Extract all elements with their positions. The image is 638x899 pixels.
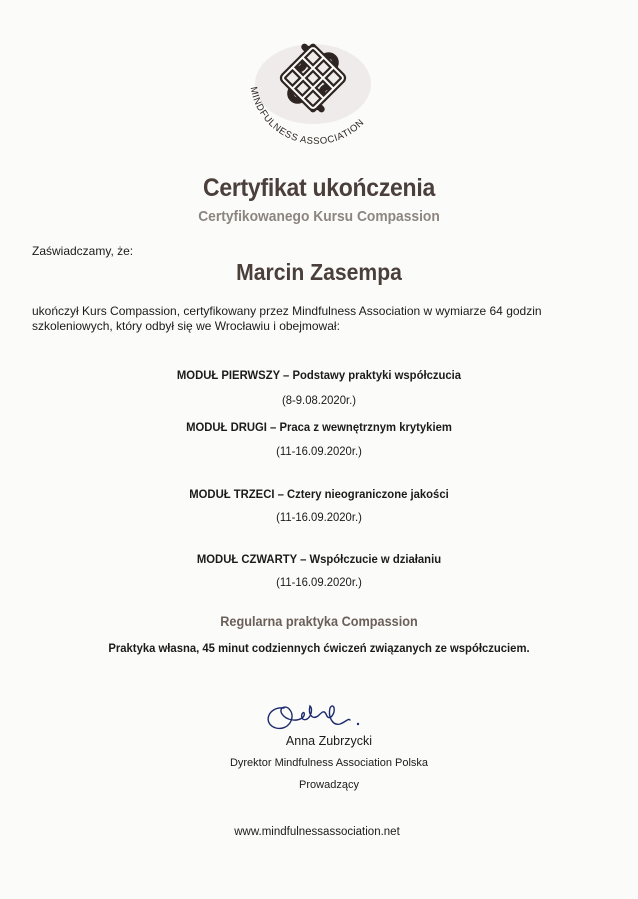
recipient-name: Marcin Zasempa — [236, 259, 402, 285]
mindfulness-association-logo — [238, 40, 388, 152]
handwritten-signature — [262, 700, 372, 736]
module-2-date: (11-16.09.2020r.) — [276, 444, 362, 458]
module-4-title: MODUŁ CZWARTY – Współczucie w działaniu — [196, 552, 442, 566]
signer-role-secondary: Prowadzący — [299, 779, 359, 791]
module-3-title: MODUŁ TRZECI – Cztery nieograniczone jakości — [189, 487, 449, 501]
logo-ring-text: MINDFULNESS ASSOCIATION — [247, 85, 367, 148]
attestation-text: Zaświadczamy, że: — [32, 244, 134, 258]
signer-name: Anna Zubrzycki — [285, 734, 373, 748]
module-3-date: (11-16.09.2020r.) — [276, 510, 362, 524]
module-4-date: (11-16.09.2020r.) — [276, 575, 362, 589]
certificate-subtitle: Certyfikowanego Kursu Compassion — [198, 208, 440, 225]
course-description: ukończył Kurs Compassion, certyfikowany przez Mindfulness Association w wymiarze 64 godzin szkoleniowych, który odbył się we Wrocławiu i obejmował: — [32, 304, 542, 333]
module-1-date: (8-9.08.2020r.) — [282, 393, 356, 407]
website-url: www.mindfulnessassociation.net — [234, 826, 400, 838]
module-2-title: MODUŁ DRUGI – Praca z wewnętrznym krytykiem — [186, 420, 452, 434]
practice-text: Praktyka własna, 45 minut codziennych ćwiczeń związanych ze współczuciem. — [108, 641, 530, 655]
module-1-title: MODUŁ PIERWSZY – Podstawy praktyki współczucia — [176, 368, 462, 382]
certificate-title: Certyfikat ukończenia — [203, 174, 435, 202]
practice-heading: Regularna praktyka Compassion — [220, 614, 418, 629]
signer-role: Dyrektor Mindfulness Association Polska — [229, 757, 429, 769]
